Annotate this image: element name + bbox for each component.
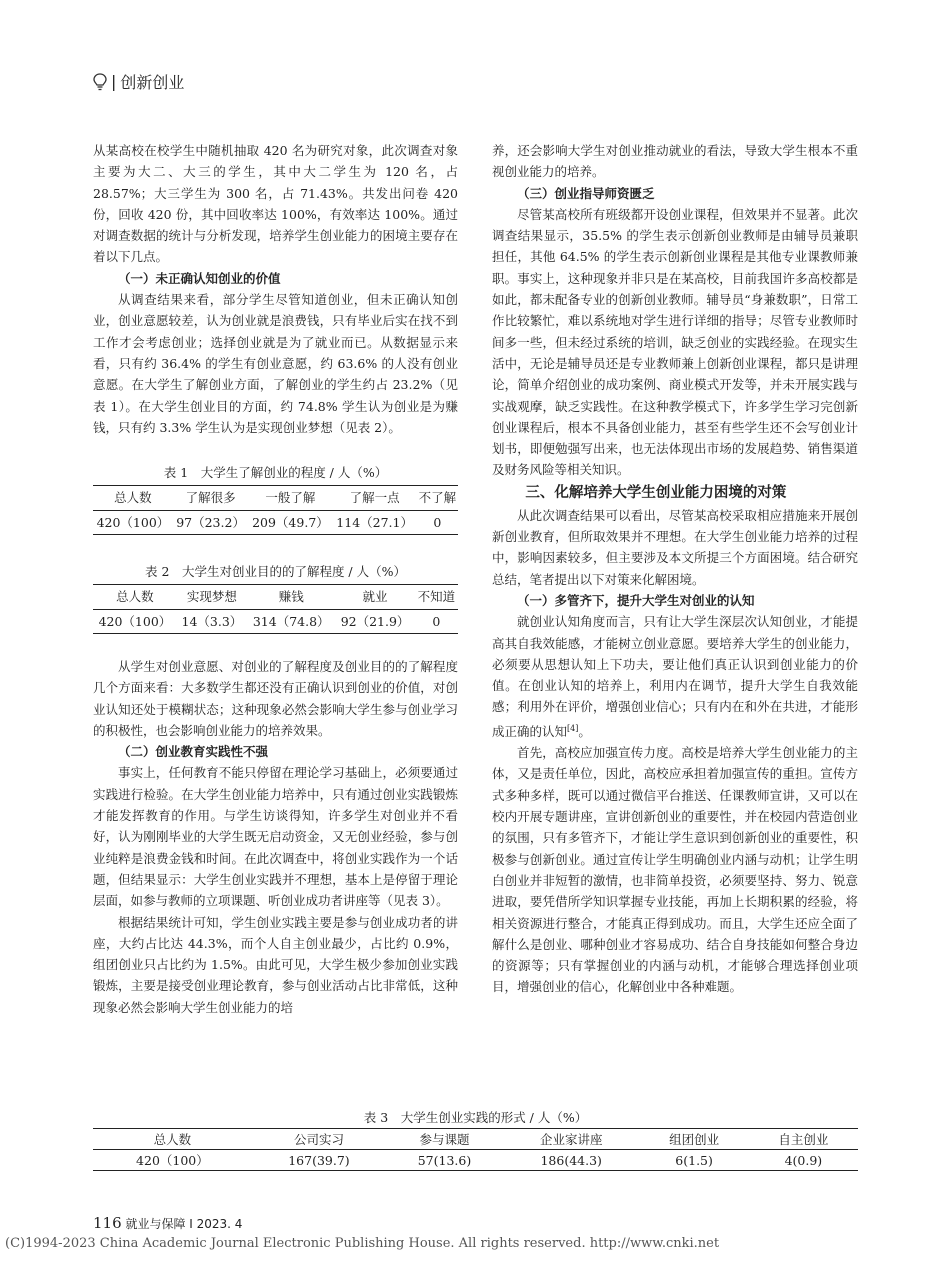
paragraph <box>93 762 458 911</box>
paragraph-text: （一）多管齐下，提升大学生对创业的认知 <box>517 592 755 608</box>
paragraph-text: （三）创业指导师资匮乏 <box>517 185 655 201</box>
table-header-cell: 了解一点 <box>333 486 417 510</box>
paragraph <box>492 611 858 742</box>
table-cell: 6(1.5) <box>639 1150 748 1171</box>
table2-caption: 表 2 大学生对创业目的的了解程度 / 人（%） <box>145 564 406 580</box>
table-header-cell: 不了解 <box>417 486 458 510</box>
table-cell: 0 <box>417 510 458 534</box>
table3-caption: 表 3 大学生创业实践的形式 / 人（%） <box>363 1110 588 1125</box>
header-divider: | <box>111 72 117 91</box>
table-header-cell: 一般了解 <box>248 486 332 510</box>
table-cell: 14（3.3） <box>177 609 247 633</box>
paragraph <box>492 140 858 183</box>
citation-ref: [4] <box>567 723 579 733</box>
section-heading <box>492 590 858 611</box>
right-column <box>492 140 858 998</box>
section-title: 创新创业 <box>120 73 185 92</box>
paragraph <box>492 505 858 590</box>
table-cell: 57(13.6) <box>386 1150 503 1171</box>
paragraph-text: 从某高校在校学生中随机抽取 420 名为研究对象，此次调查对象主要为大二、大三的学生，其中大二学生为 120 名，占 28.57%；大三学生为 300 名，占 71.43%。共发出问卷 420 份，回收 420 份，其中回收率达 100%，有效率达 100%。通过对调查数据的统计与分析发现，培养学生创业能力的困境主要存在着以下几点。 <box>93 143 458 265</box>
paragraph-text: 就创业认知角度而言，只有让大学生深层次认知创业，才能提高其自我效能感，才能树立创业意愿。要培养大学生的创业能力，必须要从思想认知上下功夫，要让他们真正认识到创业能力的价值。在创业认知的培养上，利用内在调节，提升大学生自我效能感；利用外在评价，增强创业信心；只有内在和外在共进，才能形成正确的认知 <box>492 614 858 739</box>
paragraph <box>492 204 858 481</box>
table-cell: 4(0.9) <box>749 1150 858 1171</box>
table-header-cell: 公司实习 <box>252 1129 386 1150</box>
table-header-cell: 参与课题 <box>386 1129 503 1150</box>
table-header-cell: 自主创业 <box>749 1129 858 1150</box>
table1-caption: 表 1 大学生了解创业的程度 / 人（%） <box>163 465 388 481</box>
table-cell: 209（49.7） <box>248 510 332 534</box>
paragraph-text: 首先，高校应加强宣传力度。高校是培养大学生创业能力的主体，又是责任单位，因此，高校应承担着加强宣传的重担。宣传方式多种多样，既可以通过微信平台推送、任课教师宣讲，又可以在校内开展专题讲座，宣讲创新创业的重要性，并在校园内营造创业的氛围，只有多管齐下，才能让学生意识到创新创业的重要性，积极参与创新创业。通过宣传让学生明确创业内涵与动机；让学生明白创业并非短暂的激情，也非简单投资，必须要坚持、努力、锐意进取，要凭借所学知识掌握专业技能，再加上长期积累的经验，将相关资源进行整合，才能真正得到成功。而且，大学生还应全面了解什么是创业、哪种创业才容易成功、结合自身技能如何整合身边的资源等；只有掌握创业的内涵与动机，才能够合理选择创业项目，增强创业的信心，化解创业中各种难题。 <box>492 745 858 995</box>
table-cell: 92（21.9） <box>335 609 414 633</box>
table-header-cell: 了解很多 <box>173 486 248 510</box>
paragraph-text: 从此次调查结果可以看出，尽管某高校采取相应措施来开展创新创业教育，但所取效果并不理想。在大学生创业能力培养的过程中，影响因素较多，但主要涉及本文所提三个方面困境。结合研究总结，笔者提出以下对策来化解困境。 <box>492 507 858 587</box>
section-heading <box>492 481 858 505</box>
paragraph-text: （二）创业教育实践性不强 <box>118 744 269 760</box>
table-cell: 186(44.3) <box>503 1150 640 1171</box>
section-heading <box>93 268 458 289</box>
page-number: 116 <box>93 1214 122 1232</box>
table-cell: 97（23.2） <box>173 510 248 534</box>
paragraph <box>93 912 458 1018</box>
running-header <box>93 70 184 93</box>
table3 <box>93 1128 858 1171</box>
table-header-cell: 总人数 <box>93 486 173 510</box>
paragraph-text: 三、化解培养大学生创业能力困境的对策 <box>525 484 787 501</box>
table-header-cell: 就业 <box>335 585 414 609</box>
paragraph-text: （一）未正确认知创业的价值 <box>118 270 281 286</box>
page-footer <box>93 1214 242 1232</box>
table-cell: 114（27.1） <box>333 510 417 534</box>
table-header-cell: 实现梦想 <box>177 585 247 609</box>
left-column <box>93 140 458 1018</box>
table3-block <box>93 1108 858 1171</box>
table-header-cell: 总人数 <box>93 585 177 609</box>
table-cell: 420（100） <box>93 510 173 534</box>
paragraph <box>93 656 458 741</box>
table2 <box>93 584 458 634</box>
table-header-cell: 总人数 <box>93 1129 252 1150</box>
table1 <box>93 485 458 535</box>
table-header-cell: 企业家讲座 <box>503 1129 640 1150</box>
copyright-line: (C)1994-2023 China Academic Journal Electronic Publishing House. All rights reserved. http://www.cnki.net <box>5 1236 720 1251</box>
paragraph-text: 根据结果统计可知，学生创业实践主要是参与创业成功者的讲座，大约占比达 44.3%，而个人自主创业最少，占比约 0.9%，组团创业只占比约为 1.5%。由此可见，大学生极少参加创业实践锻炼，主要是接受创业理论教育，参与创业活动占比非常低，这种现象必然会影响大学生创业能力的培 <box>93 914 458 1015</box>
table-header-cell: 不知道 <box>415 585 458 609</box>
paragraph <box>492 742 858 998</box>
lightbulb-icon <box>93 73 107 91</box>
paragraph <box>93 289 458 438</box>
paragraph-text: 养，还会影响大学生对创业推动就业的看法，导致大学生根本不重视创业能力的培养。 <box>492 143 858 180</box>
table-header-cell: 组团创业 <box>639 1129 748 1150</box>
table-cell: 0 <box>415 609 458 633</box>
journal-info: 就业与保障 I 2023. 4 <box>125 1217 243 1231</box>
paragraph-text: 从学生对创业意愿、对创业的了解程度及创业目的的了解程度几个方面来看：大多数学生都还没有正确认识到创业的价值，对创业认知还处于模糊状态；这种现象必然会影响大学生参与创业学习的积极性，也会影响创业能力的培养效果。 <box>93 658 458 738</box>
paragraph-text: 从调查结果来看，部分学生尽管知道创业，但未正确认知创业，创业意愿较差，认为创业就是浪费钱，只有毕业后实在找不到工作才会考虑创业；选择创业就是为了就业而已。从数据显示来看，只有约 36.4% 的学生有创业意愿，约 63.6% 的人没有创业意愿。在大学生了解创业方面，了解创业的学生约占 23.2%（见表 1）。在大学生创业目的方面，约 74.8% 学生认为创业是为赚钱，只有约 3.3% 学生认为是实现创业梦想（见表 2）。 <box>93 292 458 435</box>
table-cell: 420（100） <box>93 1150 252 1171</box>
table-cell: 167(39.7) <box>252 1150 386 1171</box>
table-cell: 420（100） <box>93 609 177 633</box>
section-heading <box>492 183 858 204</box>
section-heading <box>93 741 458 762</box>
table-cell: 314（74.8） <box>247 609 335 633</box>
paragraph-text: 尽管某高校所有班级都开设创业课程，但效果并不显著。此次调查结果显示，35.5% 的学生表示创新创业教师是由辅导员兼职担任，其他 64.5% 的学生表示创新创业课程是其他专业课教师兼职。事实上，这种现象并非只是在某高校，目前我国许多高校都是如此，都未配备专业的创新创业教师。辅导员“身兼数职”，日常工作比较繁忙，难以系统地对学生进行详细的指导；尽管专业教师时间多一些，但未经过系统的培训，缺乏创业的实践经验。在现实生活中，无论是辅导员还是专业教师兼上创新创业课程，都只是讲理论，简单介绍创业的成功案例、商业模式开发等，并未开展实践与实战观摩，缺乏实践性。在这种教学模式下，许多学生学习完创新创业课程后，根本不具备创业能力，甚至有些学生还不会写创业计划书，即便勉强写出来，也无法体现出市场的发展趋势、销售渠道及财务风险等相关知识。 <box>492 206 858 478</box>
table-header-cell: 赚钱 <box>247 585 335 609</box>
paragraph <box>93 140 458 268</box>
paragraph-text-end: 。 <box>578 723 591 739</box>
paragraph-text: 事实上，任何教育不能只停留在理论学习基础上，必须要通过实践进行检验。在大学生创业能力培养中，只有通过创业实践锻炼才能发挥教育的作用。与学生访谈得知，许多学生对创业并不看好，认为刚刚毕业的大学生既无启动资金，又无创业经验，参与创业纯粹是浪费金钱和时间。在此次调查中，将创业实践作为一个话题，但结果显示：大学生创业实践并不理想，基本上是停留于理论层面，如参与教师的立项课题、听创业成功者讲座等（见表 3）。 <box>93 765 458 909</box>
